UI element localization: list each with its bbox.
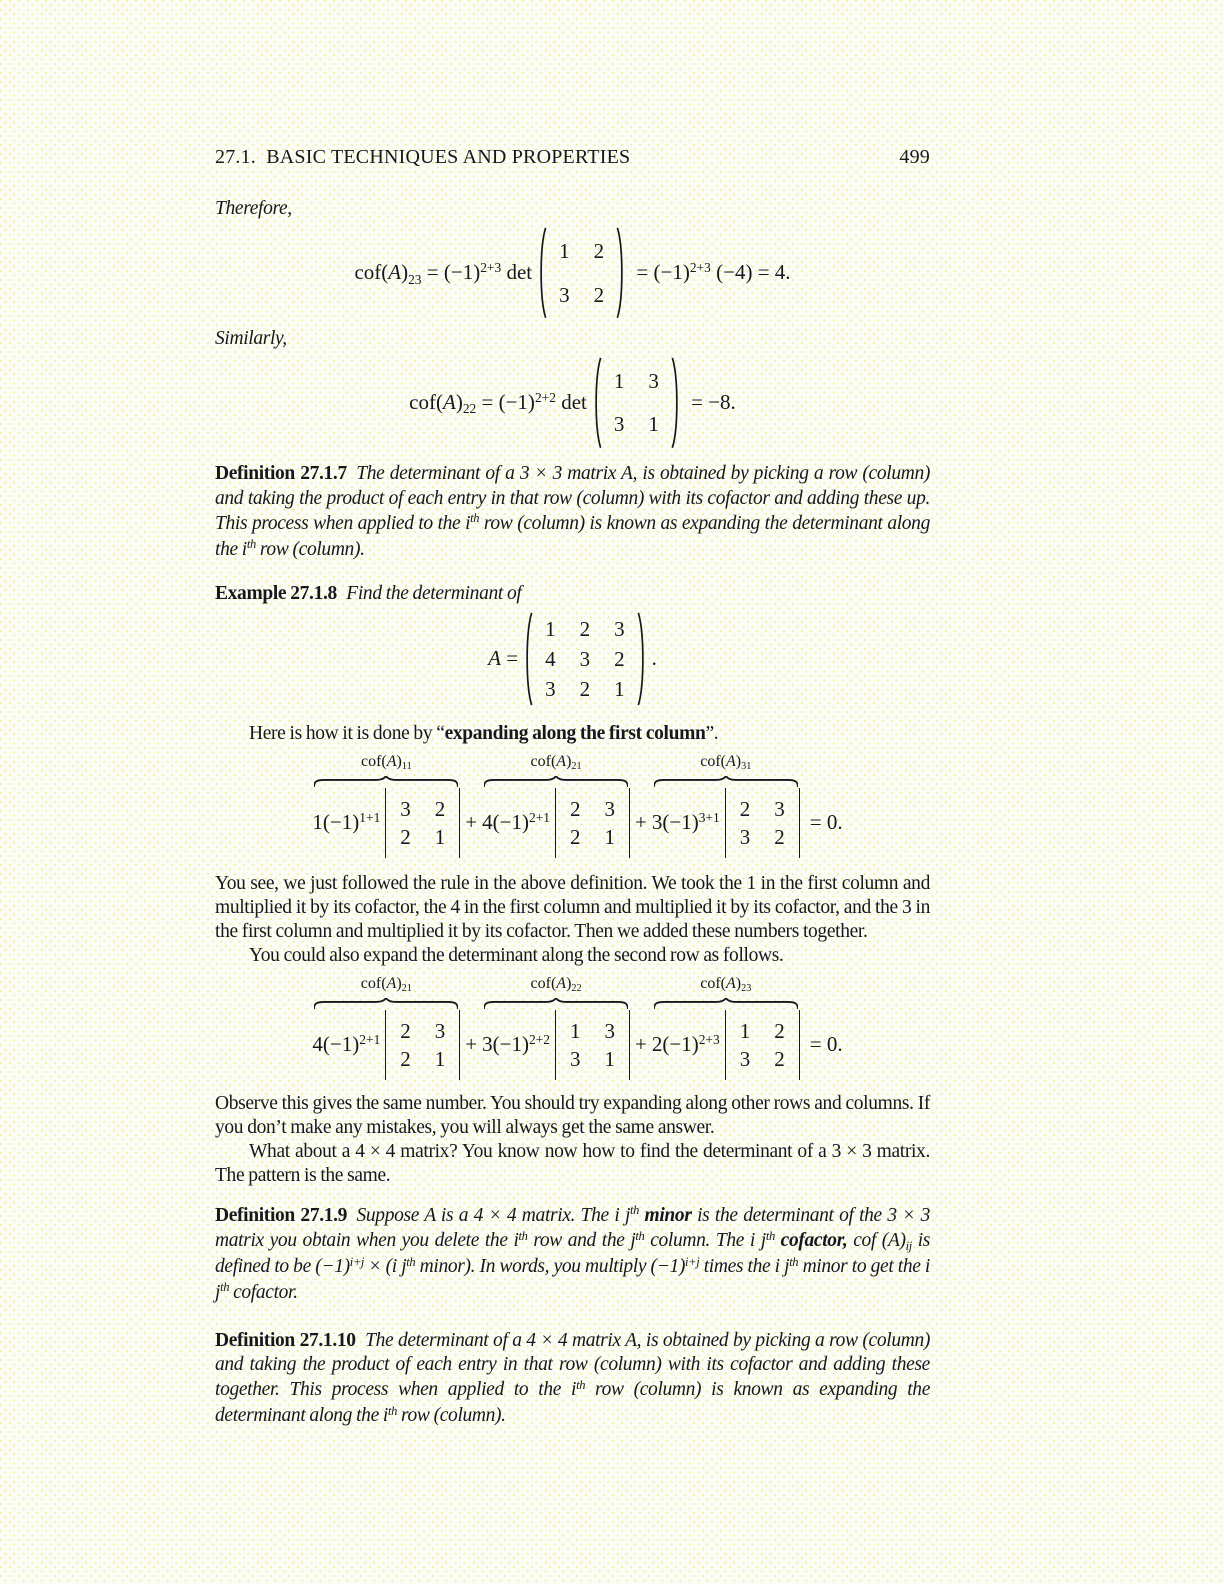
cofactor-term-22 xyxy=(460,974,630,1080)
cofactor-label: $cof(A)_{11}$ xyxy=(360,752,412,772)
cofactor-label: $cof(A)_{21}$ xyxy=(360,974,412,994)
expansion-second-row xyxy=(215,968,930,1080)
term-coefficient: $1(-1)^{1+1}$ xyxy=(312,810,381,834)
equation-result: = 0. xyxy=(809,1032,843,1056)
plus-sign: + xyxy=(635,810,647,834)
cofactor-label: $cof(A)_{22}$ xyxy=(530,974,582,994)
cofactor-term-31 xyxy=(630,752,800,858)
paragraph-observe: Observe this gives the same number. You should try expanding along other rows and columns. If you don’t make any mistakes, you will always get the same answer. xyxy=(215,1092,930,1138)
determinant-2x2: 1 2 3 2 xyxy=(725,1010,800,1080)
therefore-label: Therefore, xyxy=(215,198,292,219)
equation-result: = 0. xyxy=(809,810,843,834)
determinant-2x2: 2 3 2 1 xyxy=(555,788,630,858)
plus-sign: + xyxy=(465,1032,478,1056)
running-head xyxy=(215,146,930,169)
determinant-2x2: 2 3 2 1 xyxy=(385,1010,460,1080)
equation-cofactor-23 xyxy=(215,225,930,321)
left-paren-icon xyxy=(536,227,547,319)
left-paren-icon xyxy=(591,357,602,449)
equation-lhs: $cof(A)_{22} = (-1)^{2+2}$ det xyxy=(409,389,587,417)
overbrace-icon xyxy=(484,776,628,787)
plus-sign: + xyxy=(635,1032,647,1056)
cofactor-label: $cof(A)_{23}$ xyxy=(700,974,752,994)
page-number: 499 xyxy=(899,146,930,168)
matrix-2x2 xyxy=(591,355,682,451)
overbrace-icon xyxy=(654,776,798,787)
determinant-2x2: 1 3 3 1 xyxy=(555,1010,630,1080)
right-paren-icon xyxy=(637,612,648,706)
definition-27-1-7: Definition 27.1.7 The determinant of a 3 × 3 matrix A, is obtained by picking a row (column) and taking the product of each entry in that row (column) with its cofactor and adding these up. This process when applied to the $i^{th}$ row (column) is known as expanding the determinant along the $i^{th}$ row (column). xyxy=(215,463,931,560)
overbrace-group xyxy=(484,976,628,1009)
right-paren-icon xyxy=(671,357,682,449)
overbrace-icon xyxy=(484,998,628,1009)
cofactor-label: $cof(A)_{31}$ xyxy=(700,752,752,772)
equation-period: . xyxy=(651,646,657,670)
cofactor-term-21b xyxy=(302,974,460,1080)
determinant-2x2: 3 2 2 1 xyxy=(385,788,460,858)
term-coefficient: $2(-1)^{2+3}$ xyxy=(651,1032,720,1056)
term-coefficient: $4(-1)^{2+1}$ xyxy=(312,1032,381,1056)
term-coefficient: $4(-1)^{2+1}$ xyxy=(482,810,551,834)
cofactor-term-23 xyxy=(630,974,800,1080)
equation-lhs: A = xyxy=(488,646,519,670)
cofactor-label: $cof(A)_{21}$ xyxy=(530,752,582,772)
cofactor-term-11 xyxy=(302,752,460,858)
equation-rhs: = $(-1)^{2+3}$ (−4) = 4. xyxy=(631,260,791,285)
overbrace-icon xyxy=(654,998,798,1009)
matrix-cells: 1 3 3 1 xyxy=(613,368,659,437)
paragraph-you-see: You see, we just followed the rule in the above definition. We took the 1 in the first column and multiplied it by its cofactor, the 4 in the first column and multiplied it by its cofactor, and the 3 in the first column and multiplied it by its cofactor. Then we added these numbers together. xyxy=(215,872,930,942)
overbrace-group xyxy=(314,976,458,1009)
expansion-first-column xyxy=(215,746,930,858)
overbrace-group xyxy=(654,754,798,787)
equation-lhs: $cof(A)_{23} = (-1)^{2+3}$ det xyxy=(354,260,533,287)
matrix-cells: 1 2 3 2 xyxy=(559,238,605,307)
overbrace-group xyxy=(484,754,628,787)
overbrace-icon xyxy=(314,776,458,787)
paragraph-you-could: You could also expand the determinant along the second row as follows. xyxy=(249,944,784,966)
paragraph-what-about: What about a 4 × 4 matrix? You know now how to find the determinant of a 3 × 3 matrix. The pattern is the same. xyxy=(215,1140,930,1186)
matrix-2x2 xyxy=(536,225,627,321)
matrix-cells: 1 2 3 4 3 2 3 2 1 xyxy=(545,616,625,701)
overbrace-icon xyxy=(314,998,458,1009)
right-paren-icon xyxy=(616,227,627,319)
matrix-3x3 xyxy=(522,610,648,708)
example-27-1-8: Example 27.1.8 Find the determinant of xyxy=(215,582,522,604)
section-header: 27.1. BASIC TECHNIQUES AND PROPERTIES xyxy=(215,146,631,168)
expanding-note: Here is how it is done by “expanding along the first column”. xyxy=(249,722,719,744)
equation-cofactor-22 xyxy=(215,355,930,451)
definition-27-1-10: Definition 27.1.10 The determinant of a 4 × 4 matrix A, is obtained by picking a row (column) and taking the product of each entry in that row (column) with its cofactor and adding these together. This process when applied to the $i^{th}$ row (column) is known as expanding the determinant along the $i^{th}$ row (column). xyxy=(215,1329,931,1427)
definition-27-1-9: Definition 27.1.9 Suppose A is a 4 × 4 matrix. The i $j^{th}$ minor is the determinant of the 3 × 3 matrix you obtain when you delete the $i^{th}$ row and the $j^{th}$ column. The i $j^{th}$ cofactor, cof $(A)_{ij}$ is defined to be $(-1)^{i+j} \times (i$ $j^{th}$ minor). In words, you multiply $(-1)^{i+j}$ times the i $j^{th}$ minor to get the i $j^{th}$ cofactor. xyxy=(215,1203,931,1303)
term-coefficient: $3(-1)^{2+2}$ xyxy=(482,1032,551,1056)
equation-rhs: = −8. xyxy=(685,389,736,414)
plus-sign: + xyxy=(465,810,478,834)
overbrace-group xyxy=(654,976,798,1009)
cofactor-term-21 xyxy=(460,752,630,858)
overbrace-group xyxy=(314,754,458,787)
term-coefficient: $3(-1)^{3+1}$ xyxy=(651,810,720,834)
determinant-2x2: 2 3 3 2 xyxy=(725,788,800,858)
matrix-a-display xyxy=(215,610,930,708)
left-paren-icon xyxy=(522,612,533,706)
similarly-label: Similarly, xyxy=(215,327,287,349)
